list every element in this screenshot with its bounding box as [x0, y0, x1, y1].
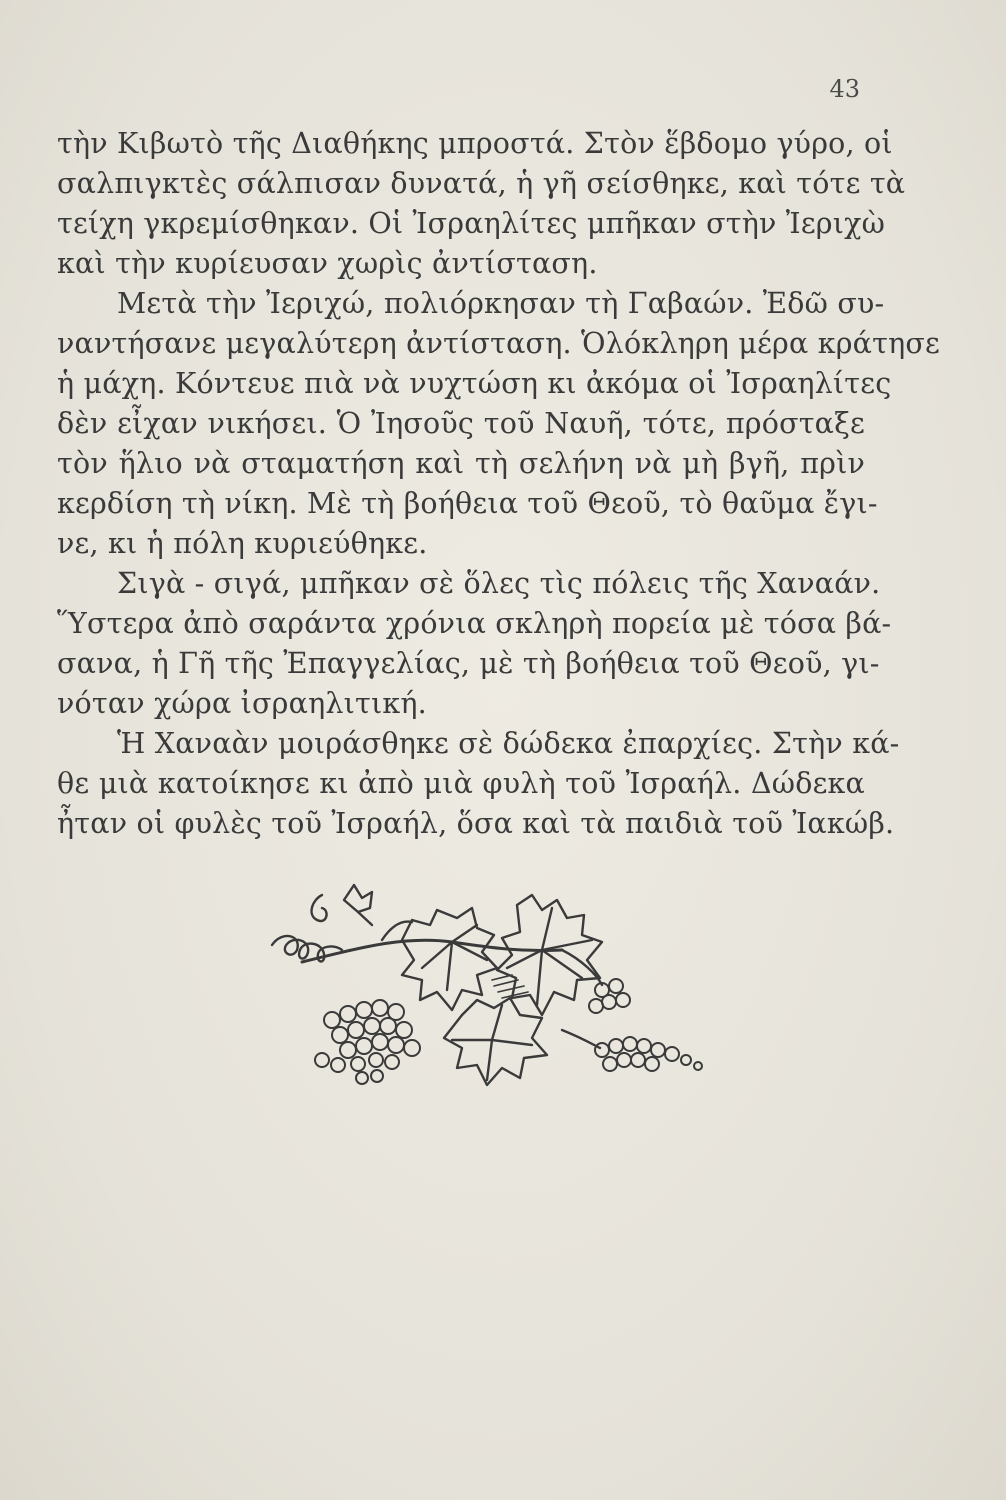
text-line: σανα, ἡ Γῆ τῆς Ἐπαγγελίας, μὲ τὴ βοήθεια τοῦ Θεοῦ, γι- [57, 647, 880, 680]
text-line: νε, κι ἡ πόλη κυριεύθηκε. [57, 527, 428, 560]
grapevine-ornament [262, 880, 722, 1140]
text-line: Σιγὰ - σιγά, μπῆκαν σὲ ὅλες τὶς πόλεις τῆς Χαναάν. [117, 567, 881, 600]
body-text [57, 124, 940, 844]
text-line: σαλπιγκτὲς σάλπισαν δυνατά, ἡ γῆ σείσθηκε, καὶ τότε τὰ [57, 167, 906, 200]
text-line: Ἡ Χαναὰν μοιράσθηκε σὲ δώδεκα ἐπαρχίες. Στὴν κά- [117, 727, 900, 760]
text-line: θε μιὰ κατοίκησε κι ἀπὸ μιὰ φυλὴ τοῦ Ἰσραήλ. Δώδεκα [57, 767, 865, 800]
text-line: κερδίση τὴ νίκη. Μὲ τὴ βοήθεια τοῦ Θεοῦ, τὸ θαῦμα ἔγι- [57, 487, 878, 520]
text-line: Μετὰ τὴν Ἰεριχώ, πολιόρκησαν τὴ Γαβαών. Ἐδῶ συ- [117, 287, 885, 320]
text-line: Ὕστερα ἀπὸ σαράντα χρόνια σκληρὴ πορεία μὲ τόσα βά- [57, 607, 892, 640]
text-line: τὸν ἥλιο νὰ σταματήση καὶ τὴ σελήνη νὰ μὴ βγῆ, πρὶν [57, 447, 865, 480]
text-line: τείχη γκρεμίσθηκαν. Οἱ Ἰσραηλίτες μπῆκαν στὴν Ἰεριχὼ [57, 207, 886, 240]
text-line: ἦταν οἱ φυλὲς τοῦ Ἰσραήλ, ὅσα καὶ τὰ παιδιὰ τοῦ Ἰακώβ. [57, 807, 895, 840]
page-number: 43 [829, 75, 860, 103]
text-line: ἡ μάχη. Κόντευε πιὰ νὰ νυχτώση κι ἀκόμα οἱ Ἰσραηλίτες [57, 367, 892, 400]
text-line: καὶ τὴν κυρίευσαν χωρὶς ἀντίσταση. [57, 247, 598, 280]
text-line: τὴν Κιβωτὸ τῆς Διαθήκης μπροστά. Στὸν ἕβδομο γύρο, οἱ [57, 127, 893, 160]
text-line: νόταν χώρα ἰσραηλιτική. [57, 687, 427, 720]
text-line: ναντήσανε μεγαλύτερη ἀντίσταση. Ὁλόκληρη μέρα κράτησε [57, 327, 940, 360]
text-line: δὲν εἶχαν νικήσει. Ὁ Ἰησοῦς τοῦ Ναυῆ, τότε, πρόσταξε [57, 407, 865, 440]
